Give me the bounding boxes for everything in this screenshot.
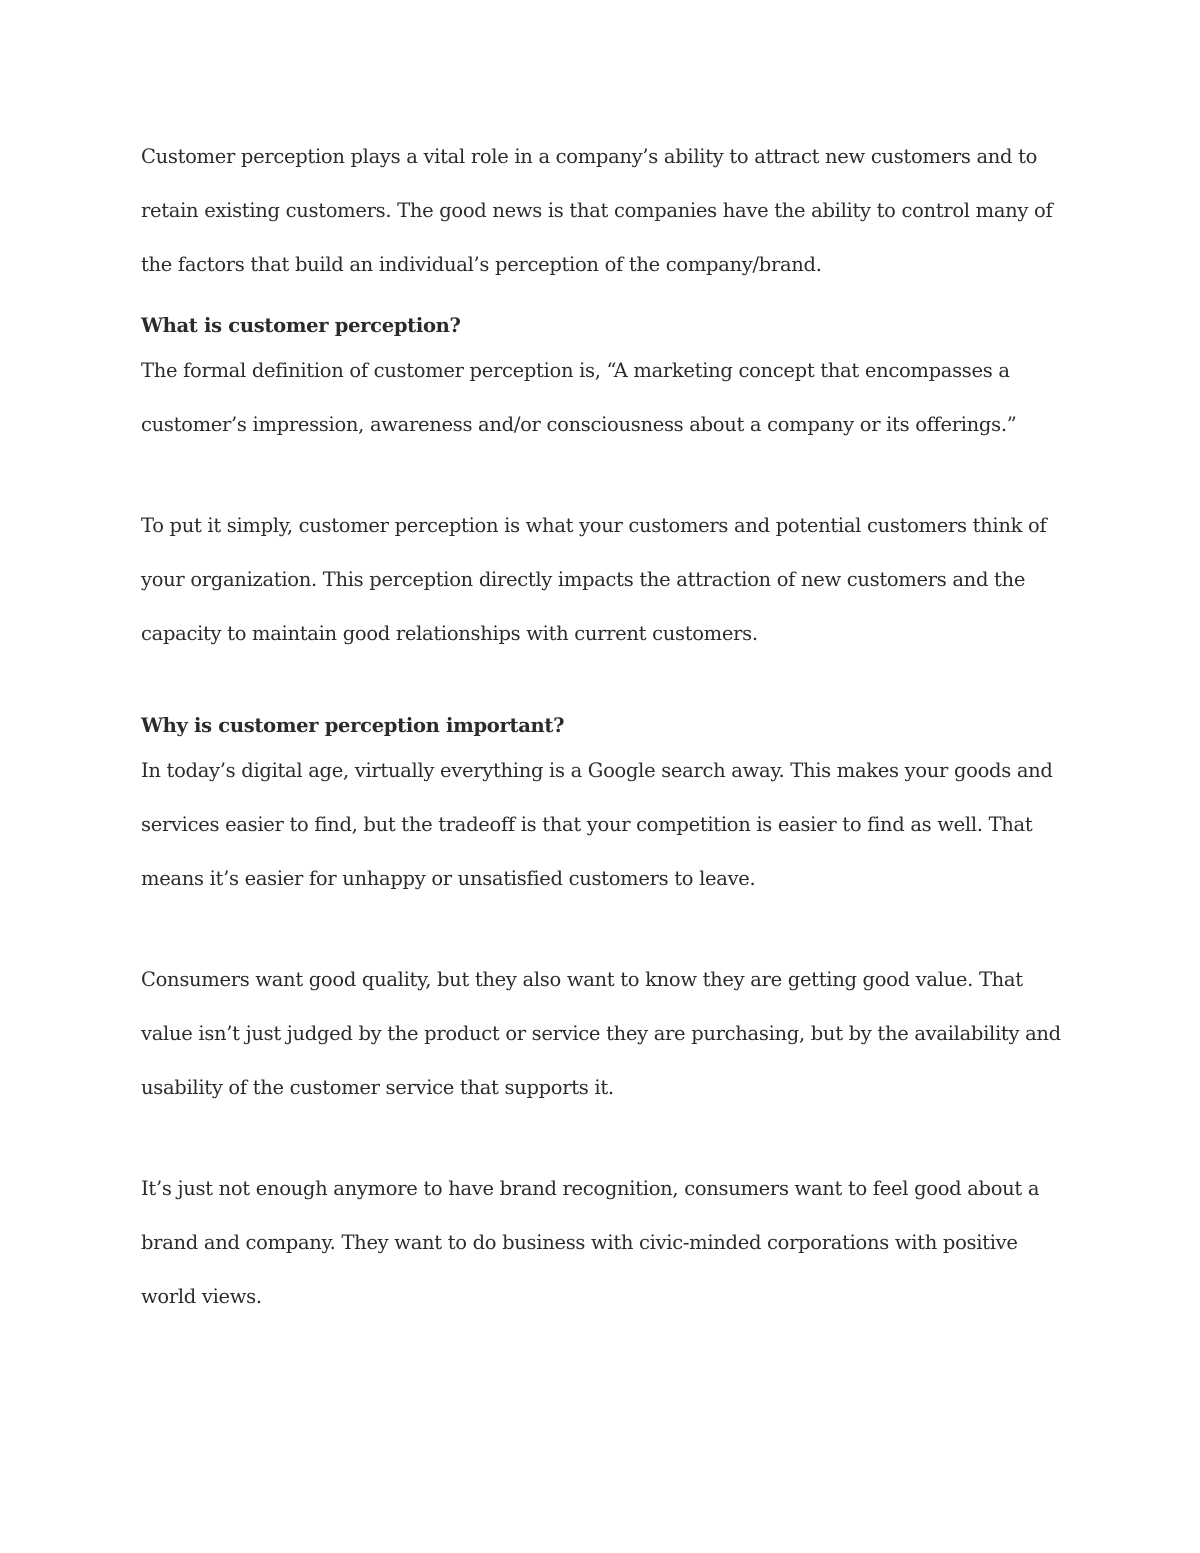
document-body: [141, 130, 1061, 1324]
definition-paragraph: The formal definition of customer perception is, “A marketing concept that encompasses a customer’s impression, awareness and/or consciousness about a company or its offerings.”: [141, 359, 1017, 436]
simply-paragraph: To put it simply, customer perception is what your customers and potential customers think of your organization. This perception directly impacts the attraction of new customers and the capacity to maintain good relationships with current customers.: [141, 514, 1047, 645]
section-heading-why: Why is customer perception important?: [141, 714, 565, 737]
spacer: [141, 292, 1061, 308]
value-paragraph: Consumers want good quality, but they also want to know they are getting good value. That value isn’t just judged by the product or service they are purchasing, but by the availability and usability of the customer service that supports it.: [141, 968, 1061, 1099]
spacer: [141, 1115, 1061, 1162]
spacer: [141, 661, 1061, 708]
section-heading-what: What is customer perception?: [141, 314, 461, 337]
spacer: [141, 906, 1061, 953]
brand-paragraph: It’s just not enough anymore to have brand recognition, consumers want to feel good about a brand and company. They want to do business with civic-minded corporations with positive world views.: [141, 1177, 1040, 1308]
intro-paragraph: Customer perception plays a vital role in a company’s ability to attract new customers and to retain existing customers. The good news is that companies have the ability to control many of the factors that build an individual’s perception of the company/brand.: [141, 145, 1053, 276]
spacer: [141, 452, 1061, 499]
digital-age-paragraph: In today’s digital age, virtually everything is a Google search away. This makes your goods and services easier to find, but the tradeoff is that your competition is easier to find as well. That means it’s easier for unhappy or unsatisfied customers to leave.: [141, 759, 1053, 890]
